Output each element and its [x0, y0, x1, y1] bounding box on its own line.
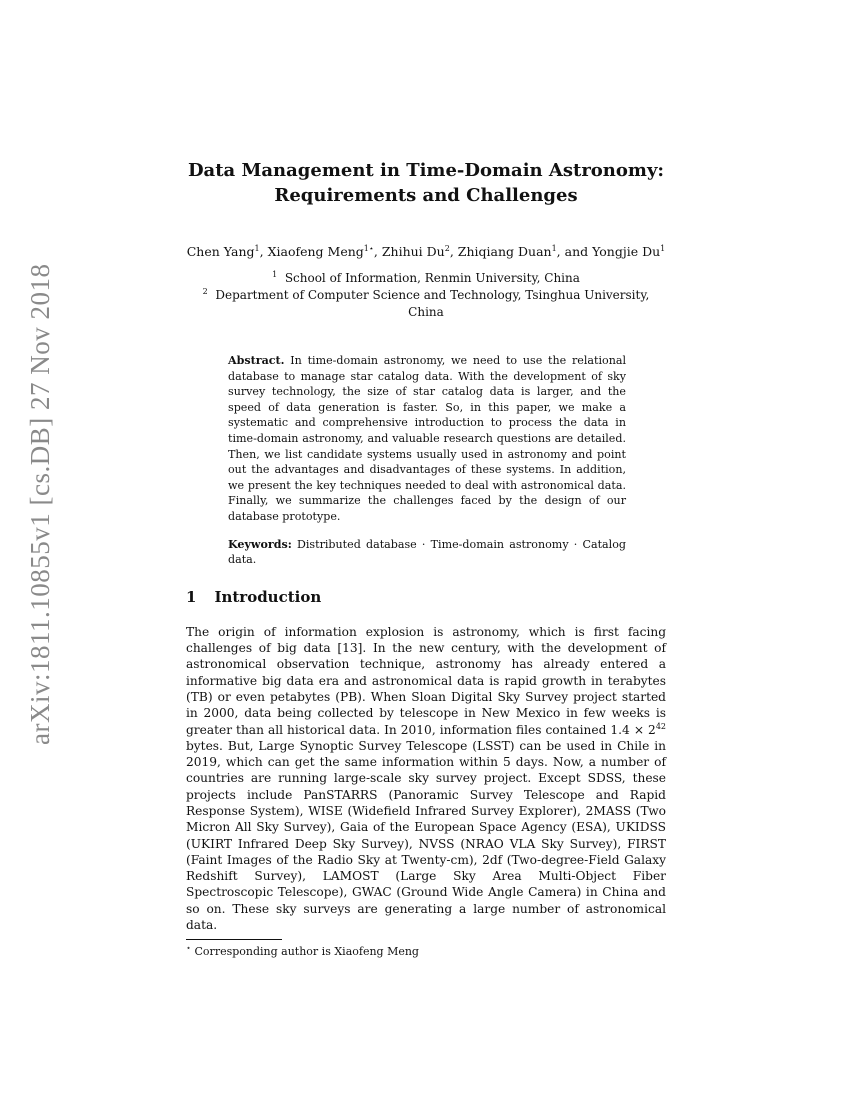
arxiv-identifier: arXiv:1811.10855v1 [cs.DB] 27 Nov 2018 [25, 263, 55, 745]
author-sup: 1 [254, 243, 260, 253]
author-sup: 1 [551, 243, 557, 253]
paper-title [186, 158, 666, 208]
author-sup: 2 [444, 243, 450, 253]
paper-page [186, 150, 666, 958]
keywords [228, 537, 626, 568]
keywords-text: Distributed database · Time-domain astronomy · Catalog data. [228, 537, 626, 567]
abstract-label: Abstract. [228, 354, 285, 367]
title-line-1: Data Management in Time-Domain Astronomy: [187, 160, 665, 181]
author-name: Zhiqiang Duan [457, 244, 552, 259]
author-sup: 1 [660, 243, 666, 253]
section-title: Introduction [214, 587, 322, 606]
footnote-mark: ⋆ [186, 943, 192, 953]
abstract [228, 353, 626, 525]
author-name: Yongjie Du [592, 244, 661, 259]
keywords-label: Keywords: [228, 537, 292, 551]
author-name: Zhihui Du [381, 244, 445, 259]
affiliations [186, 270, 666, 321]
footnote [186, 945, 666, 958]
affiliation-1: $^1$ School of Information, Renmin University, China [272, 270, 580, 285]
footnote-divider [186, 939, 282, 940]
footnote-text: Corresponding author is Xiaofeng Meng [194, 945, 419, 959]
author-sup: 1⋆ [363, 243, 374, 253]
abstract-text: In time-domain astronomy, we need to use the relational database to manage star catalog data. With the development of sky survey technology, the size of star catalog data is larger, and the speed of data generation is faster. So, in this paper, we make a systematic and comprehensive introduction to process the data in time-domain astronomy, and valuable research questions are detailed. Then, we list candidate systems usually used in astronomy and point out the advantages and disadvantages of these systems. In addition, we present the key techniques needed to deal with astronomical data. Finally, we summarize the challenges faced by the design of our database prototype. [228, 354, 627, 523]
author-name: Chen Yang [186, 244, 255, 259]
exponent: 42 [655, 721, 666, 731]
section-number: 1 [186, 587, 197, 606]
title-line-2: Requirements and Challenges [274, 185, 578, 206]
section-heading [186, 588, 666, 606]
author-name: Xiaofeng Meng [267, 244, 364, 259]
intro-paragraph: The origin of information explosion is astronomy, which is first facing challenges of big data [13]. In the new century, with the development of astronomical observation technique, astronomy has already entered a informative big data era and astronomical data is rapid growth in terabytes (TB) or even petabytes (PB). When Sloan Digital Sky Survey project started in 2000, data being collected by telescope in New Mexico in few weeks is greater than all historical data. In 2010, information files contained $1.4 \times 2^{42}$ bytes. But, Large Synoptic Survey Telescope (LSST) can be used in Chile in 2019, which can get the same information within 5 days. Now, a number of countries are running large-scale sky survey project. Except SDSS, these projects include PanSTARRS (Panoramic Survey Telescope and Rapid Response System), WISE (Widefield Infrared Survey Explorer), 2MASS (Two Micron All Sky Survey), Gaia of the European Space Agency (ESA), UKIDSS (UKIRT Infrared Deep Sky Survey), NVSS (NRAO VLA Sky Survey), FIRST (Faint Images of the Radio Sky at Twenty-cm), 2df (Two-degree-Field Galaxy Redshift Survey), LAMOST (Large Sky Area Multi-Object Fiber Spectroscopic Telescope), GWAC (Ground Wide Angle Camera) in China and so on. These sky surveys are generating a large number of astronomical data. [186, 624, 666, 933]
affiliation-2: $^2$ Department of Computer Science and Technology, Tsinghua University, China [202, 287, 650, 319]
author-list: Chen Yang$^1$, Xiaofeng Meng$^{1⋆}$, Zhihui Du$^2$, Zhiqiang Duan$^1$, and Yongjie Du$^1$ [186, 243, 666, 259]
